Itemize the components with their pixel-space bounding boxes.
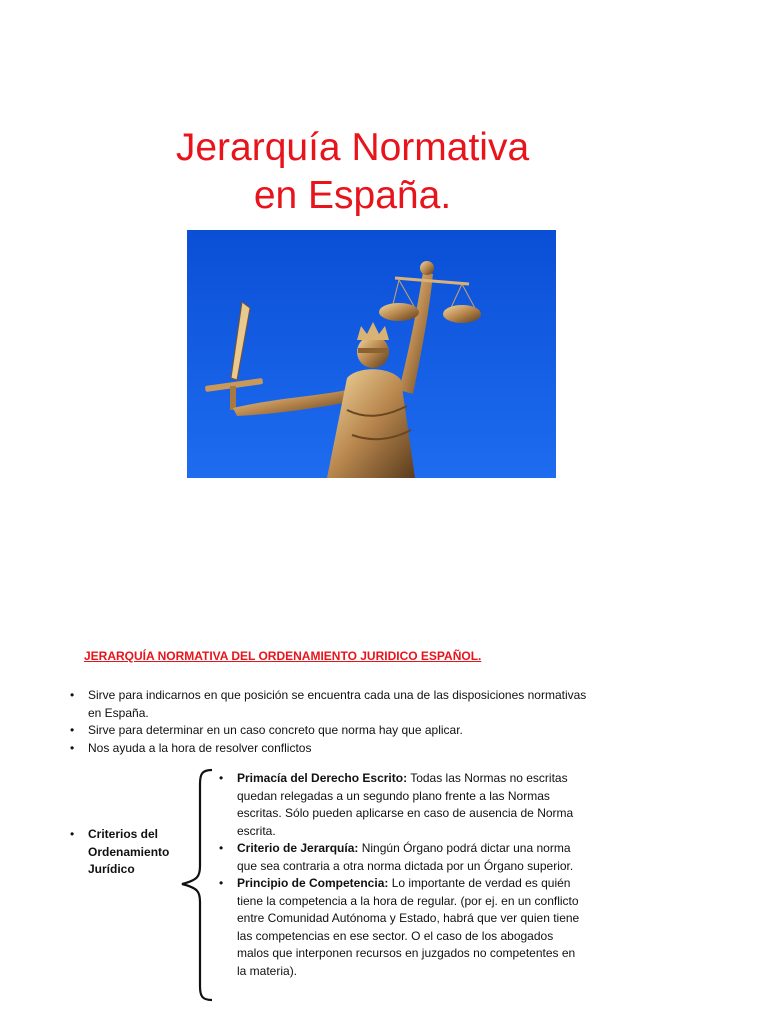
criterion-text: Lo importante de verdad es quién tiene la competencia a la hora de regular. (por ej. en un conflicto entre Comunidad Autónoma y Estado, habrá que ver quien tiene las competencias en ese sector. O el caso de los abogados malos que interponen recursos en juzgados no competentes en la materia).	[237, 876, 580, 978]
criterion-text: Ningún Órgano podrá dictar una norma que sea contraria a otra norma dictada por un Órgano superior.	[237, 841, 574, 873]
page-title-line-1: Jerarquía Normativa	[175, 126, 530, 169]
list-item: • Nos ayuda a la hora de resolver conflictos	[70, 740, 590, 758]
curly-brace-icon	[176, 768, 216, 1004]
list-item	[219, 875, 585, 980]
lady-justice-statue-icon	[187, 230, 556, 478]
list-item	[219, 770, 585, 840]
criterion-term: Principio de Competencia:	[237, 876, 389, 890]
criterion-text: Todas las Normas no escritas quedan relegadas a un segundo plano frente a las Normas escritas. Sólo pueden aplicarse en caso de ausencia de Norma escrita.	[237, 771, 574, 838]
criterion-term: Primacía del Derecho Escrito:	[237, 771, 408, 785]
list-item	[219, 840, 585, 875]
list-item: • Sirve para determinar en un caso concreto que norma hay que aplicar.	[70, 722, 590, 740]
criteria-label	[70, 826, 190, 879]
criteria-label-text: Criterios del Ordenamiento Jurídico	[88, 827, 170, 876]
criteria-list	[219, 770, 585, 980]
page-title	[0, 124, 705, 220]
purpose-list	[70, 687, 590, 757]
page-title-line-2: en España.	[253, 174, 452, 217]
section-heading: JERARQUÍA NORMATIVA DEL ORDENAMIENTO JURIDICO ESPAÑOL.	[84, 649, 482, 663]
criterion-term: Criterio de Jerarquía:	[237, 841, 359, 855]
bullet-icon: •	[70, 827, 75, 841]
list-item: • Sirve para indicarnos en que posición se encuentra cada una de las disposiciones normativas en España.	[70, 687, 590, 722]
